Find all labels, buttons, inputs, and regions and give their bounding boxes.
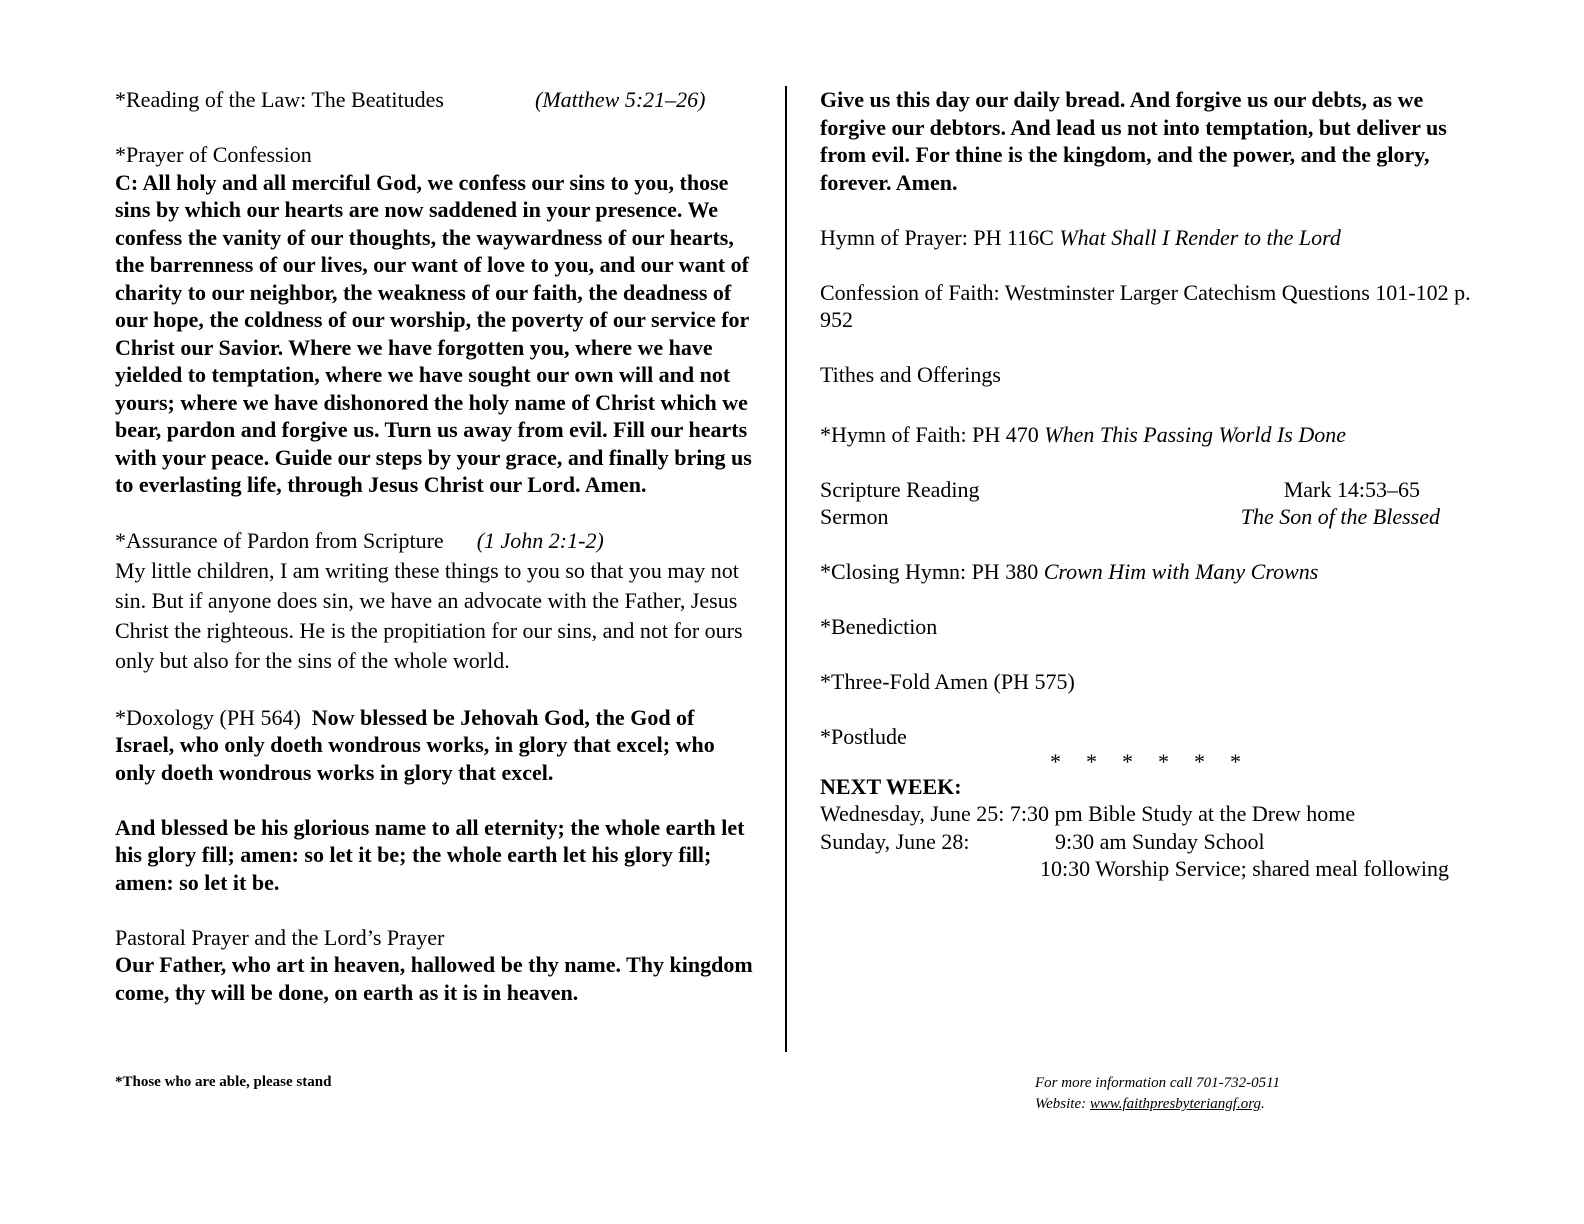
info-line: For more information call 701-732-0511 xyxy=(1035,1075,1280,1091)
law-ref: (Matthew 5:21–26) xyxy=(535,87,706,112)
pastoral-section xyxy=(115,924,755,1007)
website-end: . xyxy=(1260,1096,1265,1112)
scripture-label: Scripture Reading xyxy=(820,476,980,502)
lords-prayer-end: Give us this day our daily bread. And forgive us our debts, as we forgive our debtors. And lead us not into temptation, but deliver us from evil. For thine is the kingdom, and the power, and the glory, forever. Amen. xyxy=(820,87,1447,195)
closing-label: *Closing Hymn: PH 380 xyxy=(820,559,1044,584)
confession-text: C: All holy and all merciful God, we confess our sins to you, those sins by which our hearts are now saddened in your presence. We confess the vanity of our thoughts, the waywardness of our hearts, the barrenness of our lives, our want of love to you, and our want of charity to our neighbor, the weakness of our faith, the deadness of our hope, the coldness of our worship, the poverty of our service for Christ our Savior. Where we have forgotten you, where we have yielded to temptation, where we have sought our own will and not yours; where we have dishonored the holy name of Christ which we bear, pardon and forgive us. Turn us away from evil. Fill our hearts with your peace. Guide our steps by your grace, and finally bring us to everlasting life, through Jesus Christ our Lord. Amen. xyxy=(115,169,752,497)
star: * xyxy=(1086,748,1097,774)
hymn-faith-title: When This Passing World Is Done xyxy=(1044,421,1346,447)
assurance-ref: (1 John 2:1-2) xyxy=(476,528,604,553)
assurance-section xyxy=(115,526,755,676)
stand-note: *Those who are able, please stand xyxy=(115,1074,332,1090)
star: * xyxy=(1050,748,1061,774)
doxology-text: Now blessed be Jehovah God, the God of Israel, who only doeth wondrous works, in glory that excel; who only doeth wondrous works in glory that excel. xyxy=(115,704,715,785)
hymn-of-prayer xyxy=(820,224,1500,252)
hymn-faith-label: *Hymn of Faith: PH 470 xyxy=(820,421,1045,447)
tithes-offerings: Tithes and Offerings xyxy=(820,362,1001,387)
star-separator xyxy=(820,748,1500,774)
left-column xyxy=(115,86,755,1034)
confession-of-faith: Confession of Faith: Westminster Larger Catechism Questions 101-102 p. 952 xyxy=(820,279,1471,332)
website-label: Website: xyxy=(1035,1096,1090,1112)
sermon-title: The Son of the Blessed xyxy=(1240,504,1440,529)
postlude: *Postlude xyxy=(820,724,907,749)
confession-title: *Prayer of Confession xyxy=(115,142,312,167)
scripture-row xyxy=(820,476,1440,504)
sun-text-2: 10:30 Worship Service; shared meal following xyxy=(1040,856,1450,881)
sunday-event xyxy=(820,828,1500,856)
star: * xyxy=(1158,748,1169,774)
pastoral-title: Pastoral Prayer and the Lord’s Prayer xyxy=(115,924,445,950)
three-fold-amen: *Three-Fold Amen (PH 575) xyxy=(820,669,1075,694)
closing-title: Crown Him with Many Crowns xyxy=(1043,559,1319,584)
right-column xyxy=(820,86,1500,883)
assurance-text: My little children, I am writing these things to you so that you may not sin. But if anyone does sin, we have an advocate with the Father, Jesus Christ the righteous. He is the propitiation for our sins, and not for ours only but also for the sins of the whole world. xyxy=(115,558,743,673)
contact-info xyxy=(1035,1073,1280,1115)
hymn-prayer-label: Hymn of Prayer: PH 116C xyxy=(820,224,1060,250)
assurance-title: *Assurance of Pardon from Scripture xyxy=(115,528,444,553)
law-title: *Reading of the Law: The Beatitudes xyxy=(115,87,444,112)
scripture-sermon xyxy=(820,476,1440,531)
law-reading xyxy=(115,86,755,114)
column-divider xyxy=(785,86,787,1052)
star: * xyxy=(1230,748,1241,774)
sunday-event-2 xyxy=(820,855,1500,883)
wed-text: 7:30 pm Bible Study at the Drew home xyxy=(1004,801,1356,826)
hymn-of-faith xyxy=(820,421,1500,449)
hymn-prayer-title: What Shall I Render to the Lord xyxy=(1059,224,1341,250)
doxology-section xyxy=(115,704,755,787)
star: * xyxy=(1122,748,1133,774)
website-line xyxy=(1035,1094,1280,1115)
doxology-text-2: And blessed be his glorious name to all eternity; the whole earth let his glory fill; amen: so let it be; the whole earth let his glory fill; amen: so let it be. xyxy=(115,814,745,895)
doxology-title: *Doxology (PH 564) xyxy=(115,704,301,730)
sermon-row xyxy=(820,503,1440,531)
confession-section xyxy=(115,141,755,499)
wednesday-event xyxy=(820,800,1500,828)
next-week-title: NEXT WEEK: xyxy=(820,773,962,799)
sun-label: Sunday, June 28: xyxy=(820,828,970,854)
benediction: *Benediction xyxy=(820,614,938,639)
sun-text-1: 9:30 am Sunday School xyxy=(1055,828,1265,854)
closing-hymn xyxy=(820,558,1500,586)
sermon-label: Sermon xyxy=(820,504,889,529)
lords-prayer-start: Our Father, who art in heaven, hallowed be thy name. Thy kingdom come, thy will be done, on earth as it is in heaven. xyxy=(115,952,753,1005)
wed-label: Wednesday, June 25: xyxy=(820,801,1005,826)
star: * xyxy=(1194,748,1205,774)
website-link[interactable]: www.faithpresbyteriangf.org xyxy=(1089,1096,1261,1112)
scripture-ref: Mark 14:53–65 xyxy=(1283,476,1420,502)
